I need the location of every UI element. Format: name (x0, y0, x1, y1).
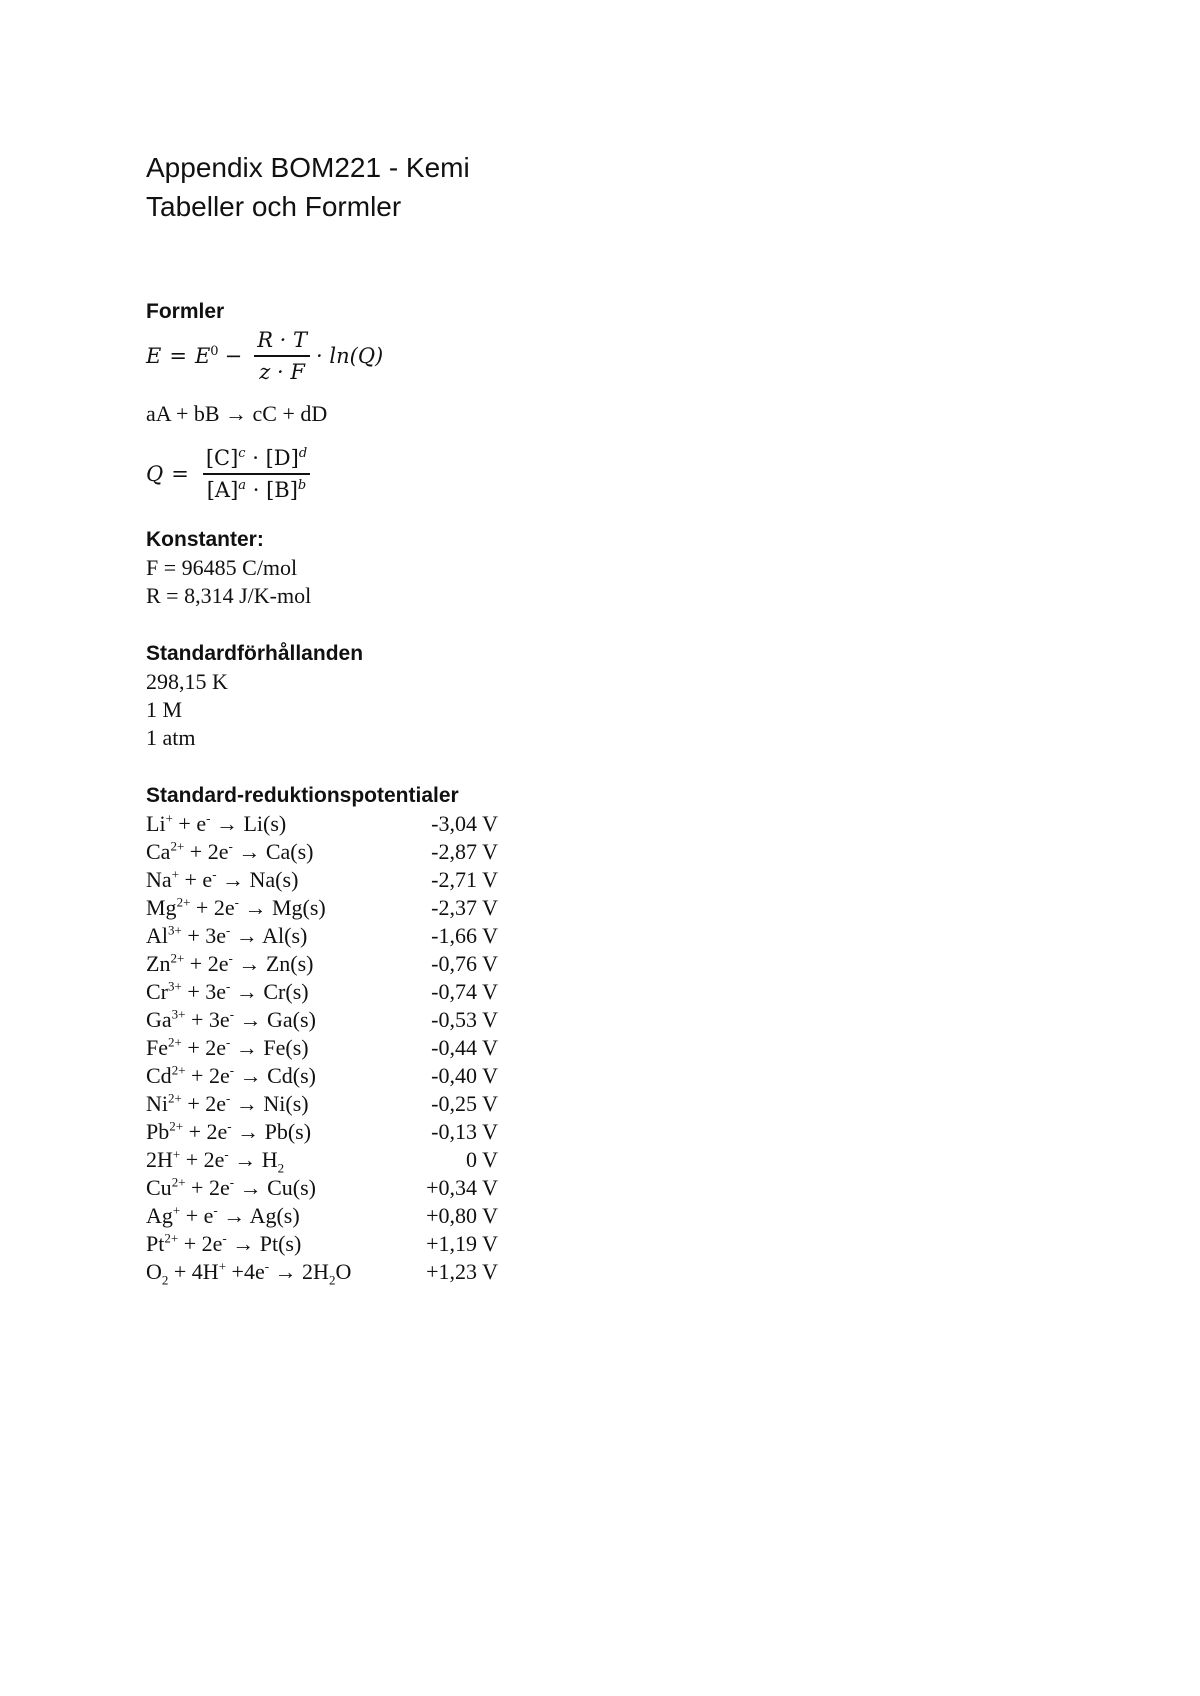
nernst-ln-term: · ln(Q) (316, 344, 384, 368)
formulas-heading: Formler (146, 300, 225, 323)
potential-value: +1,19 V (426, 1231, 498, 1256)
reduction-potentials-heading: Standard-reduktionspotentialer (146, 784, 459, 807)
table-row (146, 1174, 846, 1202)
reaction: $2H^+ + 2e^- \to H_2$ (146, 1146, 285, 1176)
table-row (146, 838, 846, 866)
q-lhs: Q (146, 462, 164, 486)
reaction: Na+ + e- → Na(s) (146, 866, 299, 892)
nernst-equals: = (169, 344, 187, 368)
potential-value: 0 V (466, 1147, 498, 1172)
reaction: $Pb^{2+} + 2e^- \to Pb(s)$ (146, 1118, 312, 1144)
potential-value: -0,44 V (431, 1035, 498, 1060)
q-fraction (203, 445, 310, 503)
reaction: $Ca^{2+} + 2e^- \to Ca(s)$ (146, 838, 314, 864)
constants-heading: Konstanter: (146, 528, 264, 551)
table-row (146, 922, 846, 950)
potential-value: +1,23 V (426, 1259, 498, 1284)
potential-value: -2,37 V (431, 895, 498, 920)
q-denominator: $[A]^a \cdot [B]^b$ (206, 478, 307, 502)
nernst-fraction (254, 327, 310, 385)
table-row (146, 950, 846, 978)
table-row (146, 1090, 846, 1118)
reaction: $Fe^{2+} + 2e^- \to Fe(s)$ (146, 1034, 309, 1060)
table-row (146, 1006, 846, 1034)
table-row (146, 1230, 846, 1258)
table-row (146, 1202, 846, 1230)
reaction: $Pt^{2+} + 2e^- \to Pt(s)$ (146, 1230, 302, 1256)
reaction: Ag+ + e- → Ag(s) (146, 1202, 300, 1228)
potential-value: -2,87 V (431, 839, 498, 864)
nernst-lhs: E (146, 344, 162, 368)
potential-value: -0,25 V (431, 1091, 498, 1116)
standard-concentration: 1 M (146, 697, 183, 722)
constant-faraday: F = 96485 C/mol (146, 555, 298, 580)
table-row (146, 1062, 846, 1090)
nernst-e0: $E^0$ (194, 344, 219, 368)
reaction: $Ni^{2+} + 2e^- \to Ni(s)$ (146, 1090, 309, 1116)
standard-temperature: 298,15 K (146, 669, 228, 694)
standard-conditions-heading: Standardförhållanden (146, 642, 364, 665)
table-row (146, 810, 846, 838)
constant-gas: R = 8,314 J/K-mol (146, 583, 312, 608)
table-row (146, 1118, 846, 1146)
table-row (146, 866, 846, 894)
table-row (146, 1034, 846, 1062)
table-row (146, 1258, 846, 1286)
reaction: $Cd^{2+} + 2e^- \to Cd(s)$ (146, 1062, 316, 1088)
table-row (146, 978, 846, 1006)
reaction: $Zn^{2+} + 2e^- \to Zn(s)$ (146, 950, 314, 976)
potential-value: +0,80 V (426, 1203, 498, 1228)
potential-value: +0,34 V (426, 1175, 498, 1200)
potential-value: -0,13 V (431, 1119, 498, 1144)
reaction-quotient-equation (146, 444, 846, 504)
potential-value: -0,53 V (431, 1007, 498, 1032)
potential-value: -0,76 V (431, 951, 498, 976)
potential-value: -3,04 V (431, 811, 498, 836)
nernst-denominator: z · F (259, 360, 305, 384)
nernst-minus: − (224, 344, 243, 368)
q-equals: = (171, 462, 189, 486)
nernst-equation (146, 326, 846, 386)
potential-value: -0,40 V (431, 1063, 498, 1088)
reaction: $Mg^{2+} + 2e^- \to Mg(s)$ (146, 894, 326, 920)
document-title-line-2: Tabeller och Formler (146, 191, 402, 222)
reaction: $Cu^{2+} + 2e^- \to Cu(s)$ (146, 1174, 316, 1200)
reaction: $O_2 + 4H^+ +4e^- \to 2H_2O$ (146, 1258, 352, 1288)
nernst-numerator: R · T (254, 327, 310, 357)
potential-value: -1,66 V (431, 923, 498, 948)
reaction: $Al^{3+} + 3e^- \to Al(s)$ (146, 922, 308, 948)
potential-value: -2,71 V (431, 867, 498, 892)
table-row (146, 1146, 846, 1174)
reaction: $Ga^{3+} + 3e^- \to Ga(s)$ (146, 1006, 316, 1032)
general-reaction: aA + bB → cC + dD (146, 401, 328, 426)
reaction: Li+ + e- → Li(s) (146, 810, 287, 836)
document-page (146, 148, 846, 1286)
potential-value: -0,74 V (431, 979, 498, 1004)
q-numerator: $[C]^c \cdot [D]^d$ (203, 445, 310, 475)
reaction: $Cr^{3+} + 3e^- \to Cr(s)$ (146, 978, 309, 1004)
document-title-line-1: Appendix BOM221 - Kemi (146, 152, 470, 183)
reduction-potentials-table (146, 810, 846, 1258)
standard-pressure: 1 atm (146, 725, 196, 750)
table-row (146, 894, 846, 922)
